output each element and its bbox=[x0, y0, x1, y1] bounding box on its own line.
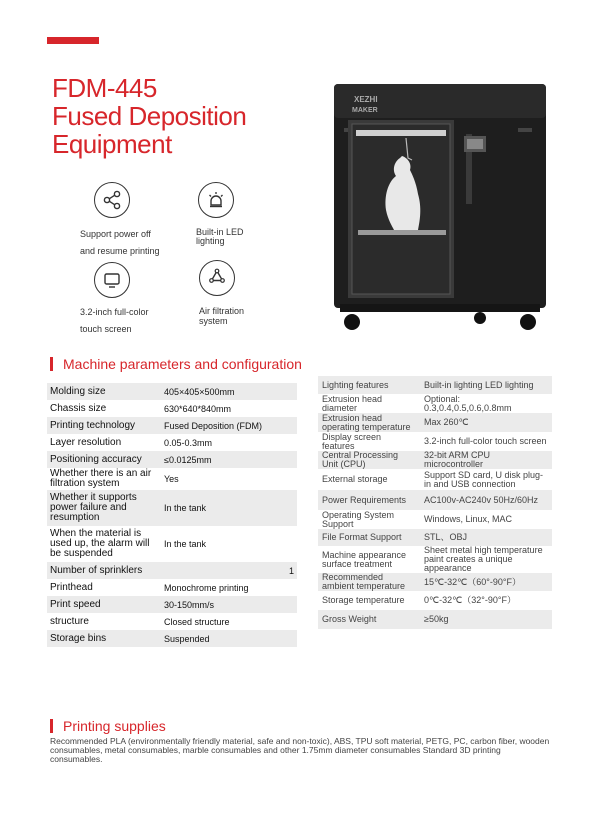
supplies-description: Recommended PLA (environmentally friendly material, safe and non-toxic), ABS, TPU soft material, PETG, PC, carbon fiber, wooden consumables, metal consumables, marble consumables and other 1.75mm diameter consumables Standard 3D printing consumables. bbox=[50, 736, 550, 764]
table-row bbox=[318, 591, 552, 610]
printer-brand-2: MAKER bbox=[352, 107, 378, 114]
table-row bbox=[47, 596, 297, 613]
param-name: Printing technology bbox=[50, 419, 136, 431]
param-name: Printhead bbox=[50, 581, 93, 593]
param-value: STL、OBJ bbox=[424, 532, 468, 542]
title-line-2: Equipment bbox=[52, 129, 172, 159]
param-value: Yes bbox=[164, 474, 179, 484]
param-name: Storage bins bbox=[50, 632, 107, 644]
param-value: 32-bit ARM CPU microcontroller bbox=[424, 450, 491, 469]
param-value: 15℃-32℃（60°-90°F） bbox=[424, 576, 521, 587]
param-value: Fused Deposition (FDM) bbox=[164, 420, 263, 431]
table-row bbox=[47, 417, 297, 434]
param-value: 405×405×500mm bbox=[164, 386, 235, 397]
param-value: ≥50kg bbox=[424, 614, 449, 624]
printer-image bbox=[330, 78, 552, 336]
feature-label: Built-in LED bbox=[196, 227, 244, 237]
param-value: Max 260℃ bbox=[424, 417, 469, 427]
table-row bbox=[47, 630, 297, 647]
param-value: ≤0.0125mm bbox=[164, 454, 212, 465]
param-value: Optional: 0.3,0.4,0.5,0.6,0.8mm bbox=[424, 393, 512, 413]
title-line-1: Fused Deposition bbox=[52, 101, 247, 131]
left-parameters-table bbox=[47, 383, 297, 647]
param-name: Positioning accuracy bbox=[50, 453, 142, 465]
section-heading-text: Machine parameters and configuration bbox=[63, 356, 302, 372]
param-name: Print speed bbox=[50, 598, 101, 610]
table-row bbox=[47, 451, 297, 468]
feature-label: and resume printing bbox=[80, 246, 160, 256]
param-value: 0.05-0.3mm bbox=[164, 437, 213, 448]
table-row bbox=[318, 510, 552, 529]
param-value: In the tank bbox=[164, 503, 207, 513]
table-row bbox=[318, 451, 552, 469]
table-row bbox=[47, 400, 297, 417]
share-nodes-icon bbox=[94, 182, 130, 218]
table-row bbox=[47, 526, 297, 562]
param-value: Monochrome printing bbox=[164, 582, 249, 593]
param-name: Molding size bbox=[50, 385, 106, 397]
page-title bbox=[52, 74, 246, 158]
param-name: structure bbox=[50, 615, 89, 627]
feature-label: 3.2-inch full-color bbox=[80, 307, 149, 317]
param-name: Machine appearance surface treatment bbox=[322, 549, 407, 569]
table-row bbox=[318, 490, 552, 510]
param-name: Recommended ambient temperature bbox=[322, 572, 406, 591]
param-value: Suspended bbox=[164, 633, 210, 644]
param-name: External storage bbox=[322, 474, 388, 484]
feature-label: touch screen bbox=[80, 324, 132, 334]
table-row bbox=[47, 383, 297, 400]
feature-air-filtration bbox=[199, 260, 244, 326]
table-row bbox=[318, 376, 552, 394]
param-value: 1 bbox=[288, 565, 294, 576]
model-name: FDM-445 bbox=[52, 73, 157, 103]
table-row bbox=[318, 546, 552, 573]
param-value: Windows, Linux, MAC bbox=[424, 514, 513, 524]
table-row bbox=[318, 610, 552, 629]
param-value: 3.2-inch full-color touch screen bbox=[424, 436, 547, 446]
param-name: Storage temperature bbox=[322, 595, 405, 605]
table-row bbox=[318, 432, 552, 451]
section-accent-bar bbox=[50, 357, 53, 371]
printer-brand: XEZHI bbox=[354, 95, 378, 104]
monitor-icon bbox=[94, 262, 130, 298]
recycle-circle-icon bbox=[199, 260, 235, 296]
table-row bbox=[47, 579, 297, 596]
feature-led-lighting bbox=[196, 182, 244, 246]
supplies-section-heading bbox=[50, 718, 166, 734]
param-name: When the material is used up, the alarm will be suspended bbox=[50, 528, 150, 559]
table-row bbox=[47, 434, 297, 451]
param-name: File Format Support bbox=[322, 532, 402, 542]
param-value: 0℃-32℃（32°-90°F） bbox=[424, 595, 516, 605]
feature-label: Support power off bbox=[80, 229, 151, 239]
table-row bbox=[318, 573, 552, 591]
param-name: Layer resolution bbox=[50, 436, 122, 448]
feature-label: Air filtration bbox=[199, 306, 245, 316]
param-value: 30-150mm/s bbox=[164, 599, 215, 610]
table-row bbox=[47, 613, 297, 630]
right-parameters-table bbox=[318, 376, 552, 629]
param-name: Extrusion head operating temperature bbox=[322, 412, 411, 432]
alarm-light-icon bbox=[198, 182, 234, 218]
param-value: 630*640*840mm bbox=[164, 403, 232, 414]
param-name: Lighting features bbox=[322, 379, 389, 390]
param-name: Power Requirements bbox=[322, 494, 407, 505]
table-row bbox=[318, 394, 552, 413]
param-value: AC100v-AC240v 50Hz/60Hz bbox=[424, 494, 539, 505]
machine-section-heading bbox=[50, 356, 302, 372]
table-row bbox=[47, 490, 297, 526]
param-name: Extrusion head diameter bbox=[322, 393, 383, 413]
feature-touch-screen bbox=[80, 262, 149, 338]
table-row bbox=[318, 469, 552, 490]
table-row bbox=[318, 413, 552, 432]
param-name: Operating System Support bbox=[322, 509, 395, 529]
section-heading-text: Printing supplies bbox=[63, 718, 166, 734]
param-name: Whether it supports power failure and resumption bbox=[50, 492, 137, 523]
table-row bbox=[47, 562, 297, 579]
param-name: Gross Weight bbox=[322, 614, 377, 624]
param-value: Support SD card, U disk plug-in and USB connection bbox=[424, 469, 544, 489]
feature-label: system bbox=[199, 316, 228, 326]
table-row bbox=[47, 468, 297, 490]
param-name: Whether there is an air filtration system bbox=[50, 468, 152, 489]
section-accent-bar bbox=[50, 719, 53, 733]
param-value: Sheet metal high temperature paint creates a unique appearance bbox=[424, 545, 543, 573]
param-name: Number of sprinklers bbox=[50, 564, 143, 576]
table-row bbox=[318, 529, 552, 546]
param-value: Closed structure bbox=[164, 616, 230, 627]
feature-label: lighting bbox=[196, 236, 225, 246]
feature-power-resume bbox=[80, 182, 160, 260]
top-accent-bar bbox=[47, 37, 99, 44]
param-value: Built-in lighting LED lighting bbox=[424, 379, 534, 390]
param-name: Display screen features bbox=[322, 431, 382, 451]
param-name: Chassis size bbox=[50, 402, 107, 414]
param-name: Central Processing Unit (CPU) bbox=[322, 450, 399, 469]
param-value: In the tank bbox=[164, 539, 207, 549]
